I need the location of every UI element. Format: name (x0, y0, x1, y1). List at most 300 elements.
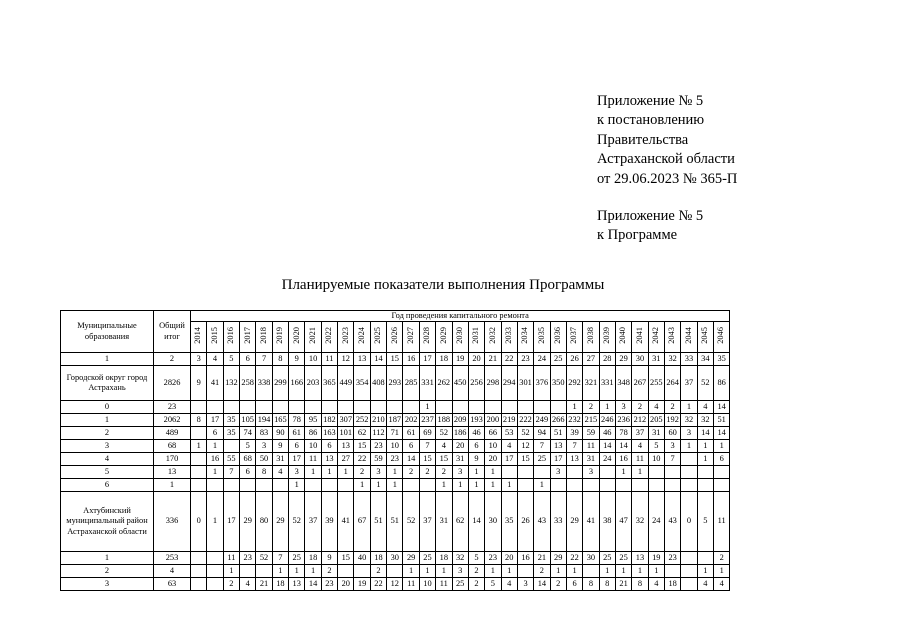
header-year (223, 322, 239, 353)
year-value-cell: 1 (419, 401, 435, 414)
year-value-cell: 51 (714, 414, 730, 427)
year-value-cell: 22 (370, 578, 386, 591)
year-value-cell: 12 (387, 578, 403, 591)
year-value-cell: 15 (436, 453, 452, 466)
year-value-cell: 3 (370, 466, 386, 479)
year-value-cell: 354 (354, 366, 370, 401)
year-value-cell (681, 565, 697, 578)
year-value-cell: 4 (697, 401, 713, 414)
header-year (648, 322, 664, 353)
year-value-cell: 1 (681, 401, 697, 414)
year-value-cell: 80 (256, 492, 272, 552)
year-value-cell: 94 (534, 427, 550, 440)
header-repair-year-group: Год проведения капитального ремонта (191, 311, 730, 322)
year-value-cell: 1 (338, 466, 354, 479)
year-value-cell: 4 (501, 578, 517, 591)
appendix-program-lines (597, 207, 737, 246)
year-value-cell: 5 (240, 440, 256, 453)
year-value-cell (338, 479, 354, 492)
year-value-cell: 338 (256, 366, 272, 401)
year-value-cell: 52 (517, 427, 533, 440)
year-value-cell: 52 (697, 366, 713, 401)
year-value-cell: 25 (289, 552, 305, 565)
year-value-cell: 299 (272, 366, 288, 401)
year-value-cell: 37 (305, 492, 321, 552)
year-value-cell: 2 (468, 578, 484, 591)
year-value-cell: 14 (615, 440, 631, 453)
year-value-cell: 4 (436, 440, 452, 453)
year-value-cell: 83 (256, 427, 272, 440)
table-row (61, 366, 730, 401)
year-value-cell: 11 (632, 453, 648, 466)
year-value-cell: 1 (599, 565, 615, 578)
column-number: 24 (534, 353, 550, 366)
year-value-cell: 3 (289, 466, 305, 479)
header-year-label: 2028 (422, 327, 432, 345)
column-number: 12 (338, 353, 354, 366)
year-value-cell: 222 (517, 414, 533, 427)
year-value-cell (338, 401, 354, 414)
year-value-cell: 1 (632, 466, 648, 479)
year-value-cell (305, 479, 321, 492)
year-value-cell: 43 (664, 492, 680, 552)
year-value-cell: 3 (256, 440, 272, 453)
column-number: 4 (207, 353, 223, 366)
header-year-label: 2039 (602, 327, 612, 345)
appendix-line: Правительства (597, 131, 689, 148)
year-value-cell: 252 (354, 414, 370, 427)
header-year (583, 322, 599, 353)
header-year-label: 2035 (536, 327, 546, 345)
year-value-cell: 16 (615, 453, 631, 466)
year-value-cell (191, 479, 207, 492)
year-value-cell: 1 (632, 565, 648, 578)
year-value-cell (648, 466, 664, 479)
header-year-label: 2031 (471, 327, 481, 345)
row-total: 68 (154, 440, 191, 453)
year-value-cell: 132 (223, 366, 239, 401)
year-value-cell: 307 (338, 414, 354, 427)
year-value-cell: 2 (321, 565, 337, 578)
year-value-cell: 449 (338, 366, 354, 401)
header-year-label: 2044 (683, 327, 693, 345)
header-year (256, 322, 272, 353)
year-value-cell (550, 479, 566, 492)
year-value-cell: 205 (648, 414, 664, 427)
year-value-cell: 61 (289, 427, 305, 440)
header-year (338, 322, 354, 353)
year-value-cell: 1 (566, 401, 582, 414)
column-number: 18 (436, 353, 452, 366)
appendix-gap (597, 189, 737, 207)
year-value-cell (207, 401, 223, 414)
row-category: 1 (61, 414, 154, 427)
year-value-cell: 1 (648, 565, 664, 578)
year-value-cell: 11 (436, 578, 452, 591)
year-value-cell: 4 (714, 578, 730, 591)
column-number: 30 (632, 353, 648, 366)
year-value-cell: 39 (321, 492, 337, 552)
document-title: Планируемые показатели выполнения Программы (281, 277, 605, 293)
year-value-cell: 1 (550, 565, 566, 578)
year-value-cell: 25 (419, 552, 435, 565)
year-value-cell (501, 401, 517, 414)
year-value-cell: 5 (485, 578, 501, 591)
row-total: 489 (154, 427, 191, 440)
header-year (550, 322, 566, 353)
year-value-cell: 14 (714, 427, 730, 440)
row-total: 23 (154, 401, 191, 414)
year-value-cell: 8 (256, 466, 272, 479)
municipality-name: Городской округ город Астрахань (61, 366, 154, 401)
year-value-cell: 11 (403, 578, 419, 591)
year-value-cell: 23 (664, 552, 680, 565)
year-value-cell: 376 (534, 366, 550, 401)
header-year (436, 322, 452, 353)
header-year (305, 322, 321, 353)
year-value-cell: 4 (648, 401, 664, 414)
year-value-cell: 1 (485, 466, 501, 479)
appendix-resolution-lines (597, 92, 737, 189)
row-category: 6 (61, 479, 154, 492)
year-value-cell: 408 (370, 366, 386, 401)
column-number: 10 (305, 353, 321, 366)
header-year (289, 322, 305, 353)
year-value-cell: 14 (599, 440, 615, 453)
year-value-cell: 17 (289, 453, 305, 466)
year-value-cell: 1 (387, 466, 403, 479)
header-year (534, 322, 550, 353)
year-value-cell (223, 479, 239, 492)
year-value-cell: 8 (583, 578, 599, 591)
year-value-cell (289, 401, 305, 414)
year-value-cell: 7 (566, 440, 582, 453)
year-value-cell (370, 401, 386, 414)
column-number: 17 (419, 353, 435, 366)
year-value-cell: 13 (632, 552, 648, 565)
year-value-cell: 19 (354, 578, 370, 591)
column-number: 34 (697, 353, 713, 366)
year-value-cell: 37 (632, 427, 648, 440)
year-value-cell: 1 (207, 466, 223, 479)
header-year (191, 322, 207, 353)
year-value-cell: 101 (338, 427, 354, 440)
year-value-cell: 13 (566, 453, 582, 466)
year-value-cell: 17 (223, 492, 239, 552)
year-value-cell (256, 565, 272, 578)
year-value-cell: 182 (321, 414, 337, 427)
appendix-line: к постановлению (597, 112, 705, 129)
header-year (240, 322, 256, 353)
row-category: 1 (61, 552, 154, 565)
year-value-cell (191, 578, 207, 591)
table-row (61, 440, 730, 453)
year-value-cell: 1 (501, 565, 517, 578)
year-value-cell: 292 (566, 366, 582, 401)
year-value-cell (534, 401, 550, 414)
year-value-cell: 31 (648, 427, 664, 440)
header-year-label: 2038 (585, 327, 595, 345)
year-value-cell: 71 (387, 427, 403, 440)
year-value-cell: 6 (468, 440, 484, 453)
header-year-label: 2032 (487, 327, 497, 345)
year-value-cell: 52 (289, 492, 305, 552)
year-value-cell: 37 (681, 366, 697, 401)
year-value-cell: 1 (485, 479, 501, 492)
column-number: 11 (321, 353, 337, 366)
year-value-cell: 3 (452, 565, 468, 578)
year-value-cell: 1 (289, 479, 305, 492)
year-value-cell: 14 (697, 427, 713, 440)
year-value-cell: 14 (468, 492, 484, 552)
year-value-cell: 2 (436, 466, 452, 479)
year-value-cell: 2 (632, 401, 648, 414)
column-number: 9 (289, 353, 305, 366)
year-value-cell (664, 479, 680, 492)
column-number: 5 (223, 353, 239, 366)
table-row (61, 427, 730, 440)
year-value-cell: 30 (583, 552, 599, 565)
header-year (272, 322, 288, 353)
year-value-cell: 32 (452, 552, 468, 565)
year-value-cell: 52 (436, 427, 452, 440)
year-value-cell: 60 (664, 427, 680, 440)
year-value-cell: 4 (697, 578, 713, 591)
column-numbers-row (61, 353, 730, 366)
year-value-cell: 13 (289, 578, 305, 591)
year-value-cell: 186 (452, 427, 468, 440)
year-value-cell: 1 (697, 440, 713, 453)
row-category: 3 (61, 440, 154, 453)
year-value-cell: 25 (452, 578, 468, 591)
year-value-cell: 29 (403, 552, 419, 565)
year-value-cell: 50 (256, 453, 272, 466)
year-value-cell: 450 (452, 366, 468, 401)
year-value-cell: 39 (566, 427, 582, 440)
year-value-cell (321, 401, 337, 414)
year-value-cell: 95 (305, 414, 321, 427)
year-value-cell: 4 (272, 466, 288, 479)
year-value-cell: 59 (583, 427, 599, 440)
header-year-label: 2030 (454, 327, 464, 345)
year-value-cell (207, 578, 223, 591)
year-value-cell (681, 466, 697, 479)
year-value-cell: 10 (305, 440, 321, 453)
year-value-cell: 11 (583, 440, 599, 453)
year-value-cell: 6 (289, 440, 305, 453)
year-value-cell: 2 (664, 401, 680, 414)
table-row (61, 552, 730, 565)
header-year-label: 2045 (700, 327, 710, 345)
year-value-cell: 86 (305, 427, 321, 440)
year-value-cell: 4 (648, 578, 664, 591)
year-value-cell: 1 (452, 479, 468, 492)
year-value-cell (681, 552, 697, 565)
year-value-cell: 192 (664, 414, 680, 427)
year-value-cell: 11 (223, 552, 239, 565)
appendix-line: Приложение № 5 (597, 93, 704, 109)
appendix-line: от 29.06.2023 № 365-П (597, 170, 738, 187)
header-year-label: 2024 (356, 327, 366, 345)
column-number: 2 (154, 353, 191, 366)
table-row (61, 414, 730, 427)
year-value-cell: 5 (468, 552, 484, 565)
header-year-label: 2040 (618, 327, 628, 345)
header-year-label: 2016 (226, 327, 236, 345)
year-value-cell: 41 (583, 492, 599, 552)
year-value-cell (387, 565, 403, 578)
year-value-cell: 7 (534, 440, 550, 453)
year-value-cell (664, 565, 680, 578)
year-value-cell: 1 (305, 466, 321, 479)
year-value-cell: 53 (501, 427, 517, 440)
year-value-cell: 6 (714, 453, 730, 466)
table-row (61, 578, 730, 591)
year-value-cell: 193 (468, 414, 484, 427)
year-value-cell: 2 (403, 466, 419, 479)
year-value-cell: 1 (697, 453, 713, 466)
year-value-cell: 219 (501, 414, 517, 427)
header-year (599, 322, 615, 353)
year-value-cell: 0 (191, 492, 207, 552)
year-value-cell: 209 (452, 414, 468, 427)
year-value-cell: 66 (485, 427, 501, 440)
year-value-cell: 20 (485, 453, 501, 466)
year-value-cell (615, 479, 631, 492)
year-value-cell (191, 401, 207, 414)
year-value-cell: 30 (387, 552, 403, 565)
header-year (354, 322, 370, 353)
year-value-cell: 24 (599, 453, 615, 466)
indicators-table (60, 310, 730, 591)
header-year (664, 322, 680, 353)
header-year-label: 2023 (340, 327, 350, 345)
year-value-cell: 13 (550, 440, 566, 453)
year-value-cell (403, 401, 419, 414)
year-value-cell: 203 (305, 366, 321, 401)
year-value-cell: 23 (321, 578, 337, 591)
year-value-cell: 52 (256, 552, 272, 565)
year-value-cell: 11 (714, 492, 730, 552)
year-value-cell: 3 (583, 466, 599, 479)
year-value-cell: 331 (419, 366, 435, 401)
year-value-cell: 163 (321, 427, 337, 440)
column-number: 27 (583, 353, 599, 366)
appendix-block (597, 92, 737, 246)
year-value-cell: 215 (583, 414, 599, 427)
year-value-cell: 8 (191, 414, 207, 427)
year-value-cell (697, 479, 713, 492)
year-value-cell: 4 (501, 440, 517, 453)
row-total: 1 (154, 479, 191, 492)
year-value-cell: 15 (517, 453, 533, 466)
year-value-cell: 264 (664, 366, 680, 401)
year-value-cell: 35 (223, 427, 239, 440)
year-value-cell: 1 (207, 492, 223, 552)
year-value-cell (387, 401, 403, 414)
year-value-cell: 212 (632, 414, 648, 427)
header-year (632, 322, 648, 353)
year-value-cell: 68 (240, 453, 256, 466)
header-year-label: 2019 (275, 327, 285, 345)
year-value-cell: 29 (550, 552, 566, 565)
column-number: 14 (370, 353, 386, 366)
year-value-cell: 16 (207, 453, 223, 466)
year-value-cell: 31 (272, 453, 288, 466)
year-value-cell: 3 (517, 578, 533, 591)
header-year (403, 322, 419, 353)
appendix-line: к Программе (597, 227, 678, 244)
year-value-cell: 12 (517, 440, 533, 453)
year-value-cell: 41 (207, 366, 223, 401)
column-number: 32 (664, 353, 680, 366)
table-row (61, 565, 730, 578)
year-value-cell: 1 (566, 565, 582, 578)
year-value-cell: 5 (648, 440, 664, 453)
year-value-cell: 2 (468, 565, 484, 578)
header-year (370, 322, 386, 353)
year-value-cell: 6 (321, 440, 337, 453)
header-year-label: 2022 (324, 327, 334, 345)
year-value-cell: 1 (305, 565, 321, 578)
table-row (61, 492, 730, 552)
year-value-cell: 9 (191, 366, 207, 401)
year-value-cell: 3 (664, 440, 680, 453)
year-value-cell: 18 (305, 552, 321, 565)
year-value-cell (223, 401, 239, 414)
year-value-cell: 1 (403, 565, 419, 578)
year-value-cell: 18 (370, 552, 386, 565)
year-value-cell: 105 (240, 414, 256, 427)
year-value-cell: 14 (714, 401, 730, 414)
appendix-line: Астраханской области (597, 151, 735, 168)
year-value-cell: 10 (419, 578, 435, 591)
year-value-cell (191, 552, 207, 565)
year-value-cell (321, 479, 337, 492)
year-value-cell: 38 (599, 492, 615, 552)
year-value-cell: 1 (485, 565, 501, 578)
year-value-cell: 29 (566, 492, 582, 552)
year-value-cell: 1 (714, 440, 730, 453)
column-number: 6 (240, 353, 256, 366)
year-value-cell: 0 (681, 492, 697, 552)
year-value-cell: 2 (583, 401, 599, 414)
year-value-cell (583, 479, 599, 492)
year-value-cell: 9 (321, 552, 337, 565)
year-value-cell: 14 (534, 578, 550, 591)
year-value-cell: 27 (338, 453, 354, 466)
year-value-cell: 59 (370, 453, 386, 466)
year-value-cell: 21 (615, 578, 631, 591)
year-value-cell: 1 (387, 479, 403, 492)
year-value-cell: 7 (223, 466, 239, 479)
year-value-cell: 350 (550, 366, 566, 401)
row-category: 0 (61, 401, 154, 414)
header-year (517, 322, 533, 353)
year-value-cell: 258 (240, 366, 256, 401)
year-value-cell: 30 (485, 492, 501, 552)
municipality-name: Ахтубинский муниципальный район Астраханской области (61, 492, 154, 552)
year-value-cell: 19 (648, 552, 664, 565)
year-value-cell: 16 (517, 552, 533, 565)
year-value-cell: 1 (370, 479, 386, 492)
year-value-cell: 266 (550, 414, 566, 427)
year-value-cell: 6 (403, 440, 419, 453)
year-value-cell: 51 (370, 492, 386, 552)
row-total: 4 (154, 565, 191, 578)
year-value-cell: 18 (664, 578, 680, 591)
year-value-cell: 9 (468, 453, 484, 466)
